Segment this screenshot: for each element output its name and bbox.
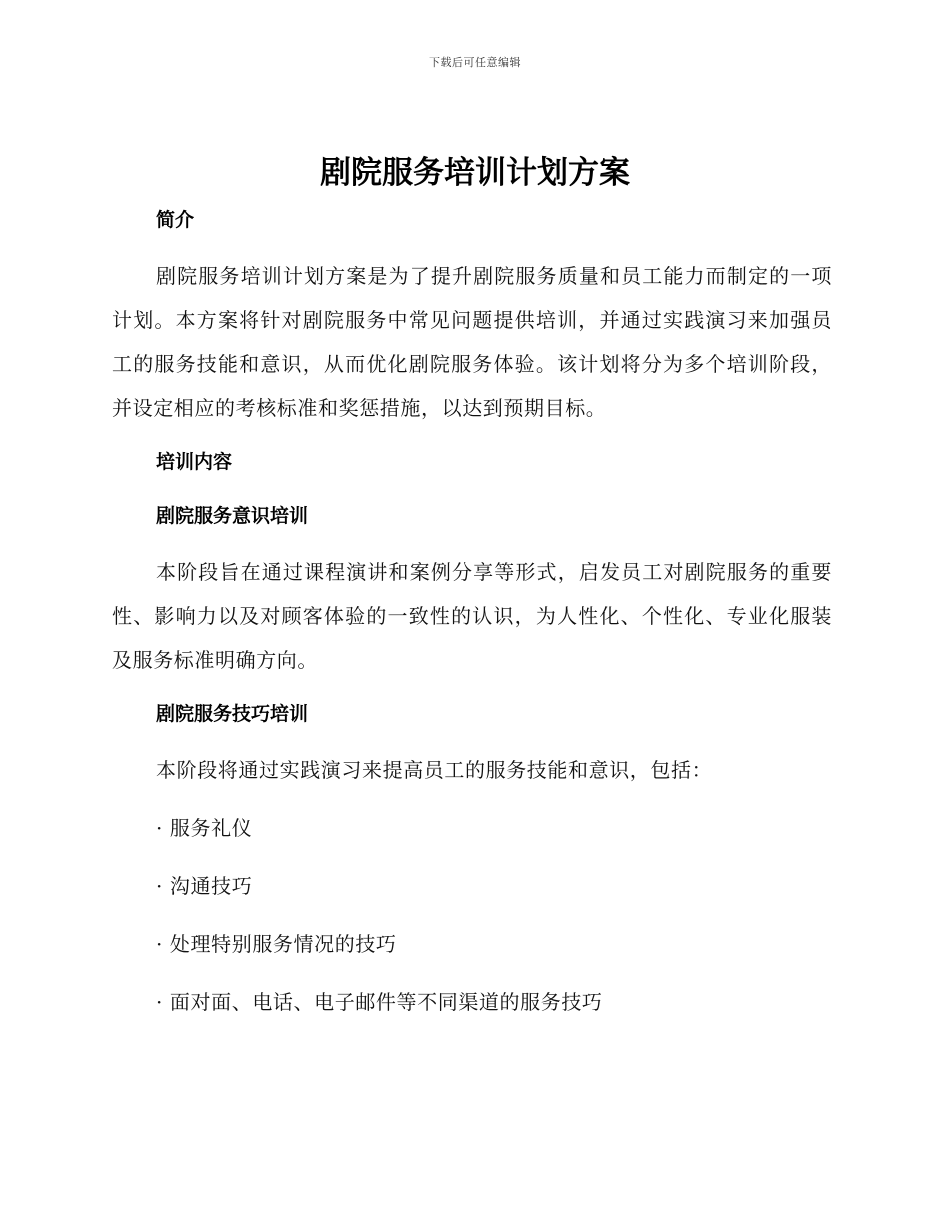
skills-paragraph: 本阶段将通过实践演习来提高员工的服务技能和意识，包括： [156, 758, 713, 782]
section-heading-training-content: 培训内容 [156, 451, 233, 473]
section-heading-awareness-training: 剧院服务意识培训 [156, 505, 309, 527]
intro-paragraph: 剧院服务培训计划方案是为了提升剧院服务质量和员工能力而制定的一项计划。本方案将针对剧院服务中常见问题提供培训，并通过实践演习来加强员工的服务技能和意识，从而优化剧院服务体验。该计划将分为多个培训阶段，并设定相应的考核标准和奖惩措施，以达到预期目标。 [112, 264, 832, 420]
page-header-note: 下载后可任意编辑 [429, 56, 521, 69]
document-body [112, 200, 832, 1024]
list-item-communication-skills: · 沟通技巧 [156, 874, 253, 898]
list-item-service-channels: · 面对面、电话、电子邮件等不同渠道的服务技巧 [156, 990, 603, 1014]
list-item-special-situations: · 处理特别服务情况的技巧 [156, 932, 397, 956]
list-item-service-etiquette: · 服务礼仪 [156, 816, 253, 840]
awareness-paragraph: 本阶段旨在通过课程演讲和案例分享等形式，启发员工对剧院服务的重要性、影响力以及对顾客体验的一致性的认识，为人性化、个性化、专业化服装及服务标准明确方向。 [112, 560, 832, 672]
section-heading-skills-training: 剧院服务技巧培训 [156, 703, 309, 725]
document-title: 剧院服务培训计划方案 [320, 155, 630, 191]
section-heading-intro: 简介 [156, 209, 195, 231]
